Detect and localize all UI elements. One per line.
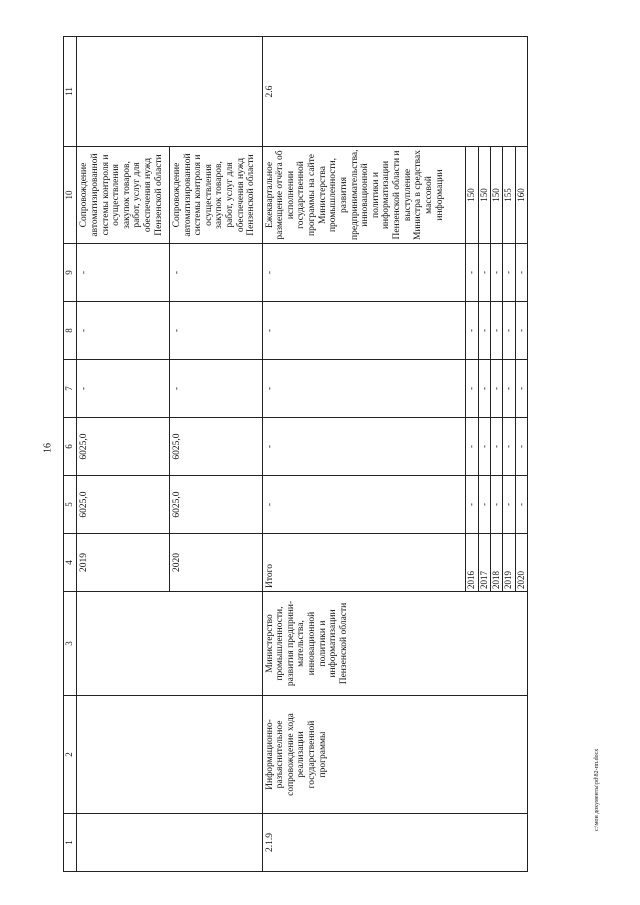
cell-amount: 6025,0: [169, 418, 262, 476]
cell-empty: [77, 696, 262, 814]
header-col-11: 11: [64, 37, 77, 147]
cell-value: -: [169, 360, 262, 418]
cell-value: -: [515, 302, 527, 360]
header-col-6: 6: [64, 418, 77, 476]
cell-value: -: [503, 476, 515, 534]
cell-year: 2016: [466, 534, 478, 592]
page-number: 16: [42, 443, 54, 453]
cell-value: -: [169, 244, 262, 302]
cell-empty: [77, 592, 262, 696]
program-table: [63, 36, 528, 872]
cell-result: 150: [478, 147, 490, 244]
cell-value: -: [503, 360, 515, 418]
cell-value: -: [503, 244, 515, 302]
cell-value: -: [515, 244, 527, 302]
cell-result: Сопровождение автоматизированной системы контроля и осуществления закупок товаров, работ, услуг для обеспечения нужд Пензенской области: [77, 147, 170, 244]
cell-amount: 6025,0: [77, 476, 170, 534]
cell-value: -: [478, 360, 490, 418]
cell-year: 2017: [478, 534, 490, 592]
cell-item-name: Информационно-разъяснительное сопровождение хода реализации государственной программы: [262, 696, 527, 814]
cell-value: -: [490, 476, 502, 534]
header-row: [64, 37, 77, 872]
cell-value: -: [262, 476, 466, 534]
cell-year: 2020: [169, 534, 262, 592]
cell-value: -: [503, 418, 515, 476]
cell-value: -: [490, 244, 502, 302]
cell-item-number: 2.1.9: [262, 814, 527, 872]
header-col-3: 3: [64, 592, 77, 696]
cell-year: 2020: [515, 534, 527, 592]
footer-file-path: c:\мои документы\pd\82-пп.docx: [594, 748, 600, 832]
header-col-1: 1: [64, 814, 77, 872]
cell-value: -: [262, 360, 466, 418]
cell-result: Ежеквартальное размещение отчёта об исполнении государственной программы на сайте Министерства промышленности, развития предпринимательства, инновационной политики и информатизации Пензенской области и выступление Министра в средствах массовой информации: [262, 147, 466, 244]
cell-value: -: [490, 418, 502, 476]
cell-value: -: [77, 244, 170, 302]
cell-value: -: [466, 302, 478, 360]
header-col-5: 5: [64, 476, 77, 534]
cell-year: 2018: [490, 534, 502, 592]
cell-value: -: [262, 244, 466, 302]
cell-value: -: [466, 418, 478, 476]
cell-value: -: [515, 360, 527, 418]
cell-value: -: [466, 244, 478, 302]
cell-value: -: [478, 418, 490, 476]
header-col-10: 10: [64, 147, 77, 244]
cell-result: 150: [490, 147, 502, 244]
cell-value: -: [466, 476, 478, 534]
cell-year: 2019: [503, 534, 515, 592]
header-col-9: 9: [64, 244, 77, 302]
cell-value: -: [77, 360, 170, 418]
cell-value: -: [77, 302, 170, 360]
cell-value: -: [262, 418, 466, 476]
cell-value: -: [478, 476, 490, 534]
cell-result: 150: [466, 147, 478, 244]
cell-total-label: Итого: [262, 534, 466, 592]
cell-value: -: [478, 244, 490, 302]
cell-result: 160: [515, 147, 527, 244]
cell-value: -: [478, 302, 490, 360]
header-col-7: 7: [64, 360, 77, 418]
table-row: [262, 37, 466, 872]
cell-value: -: [262, 302, 466, 360]
cell-value: -: [503, 302, 515, 360]
cell-result: 155: [503, 147, 515, 244]
cell-year: 2019: [77, 534, 170, 592]
cell-result: Сопровождение автоматизированной системы контроля и осуществления закупок товаров, работ, услуг для обеспечения нужд Пензенской области: [169, 147, 262, 244]
table-row: [77, 37, 170, 872]
cell-empty: [77, 814, 262, 872]
cell-indicator: 2.6: [262, 37, 527, 147]
cell-value: -: [169, 302, 262, 360]
cell-amount: 6025,0: [77, 418, 170, 476]
cell-value: -: [515, 476, 527, 534]
cell-value: -: [515, 418, 527, 476]
cell-value: -: [490, 360, 502, 418]
cell-executor: Министерство промышленности, развития предприни-мательства, инновационной политики и информатизации Пензенской области: [262, 592, 527, 696]
header-col-4: 4: [64, 534, 77, 592]
cell-empty: [77, 37, 262, 147]
rotated-table-wrapper: [63, 37, 528, 872]
header-col-8: 8: [64, 302, 77, 360]
cell-value: -: [466, 360, 478, 418]
header-col-2: 2: [64, 696, 77, 814]
cell-amount: 6025,0: [169, 476, 262, 534]
cell-value: -: [490, 302, 502, 360]
